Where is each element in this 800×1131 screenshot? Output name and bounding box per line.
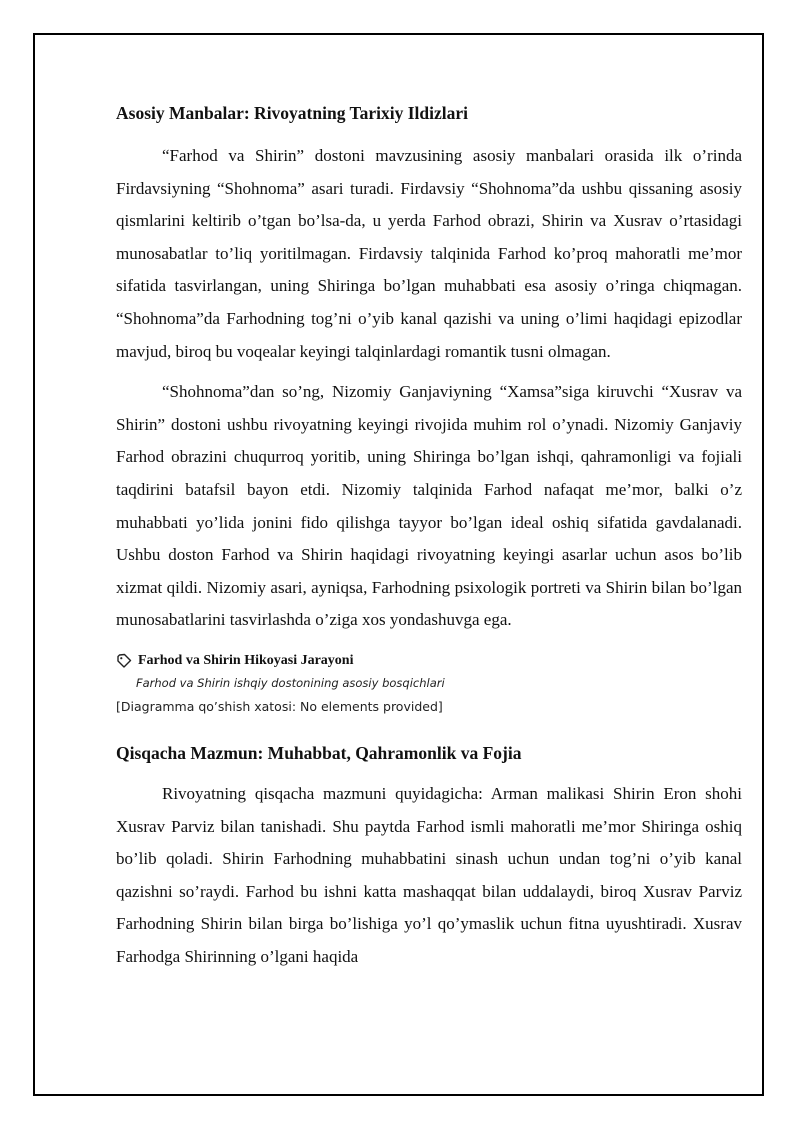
diagram-error-message: [Diagramma qo’shish xatosi: No elements provided] <box>116 698 443 714</box>
diagram-subtitle: Farhod va Shirin ishqiy dostonining asosiy bosqichlari <box>136 675 445 690</box>
paragraph: “Farhod va Shirin” dostoni mavzusining asosiy manbalari orasida ilk o’rinda Firdavsiyning “Shohnoma” asari turadi. Firdavsiy “Shohnoma”da ushbu qissaning asosiy qismlarini keltirib o’tgan bo’lsa-da, u yerda Farhod obrazi, Shirin va Xusrav o’rtasidagi munosabatlar to’liq yoritilmagan. Firdavsiy talqinida Farhod ko’proq mahoratli me’mor sifatida tasvirlangan, uning Shiringa bo’lgan muhabbati esa asosiy o’ringa chiqmagan. “Shohnoma”da Farhodning tog’ni o’yib kanal qazishi va uning o’limi haqidagi epizodlar mavjud, biroq bu voqealar keyingi talqinlardagi romantik tusni olmagan. <box>116 146 742 361</box>
paragraph: “Shohnoma”dan so’ng, Nizomiy Ganjaviyning “Xamsa”siga kiruvchi “Xusrav va Shirin” dostoni ushbu rivoyatning keyingi rivojida muhim rol o’ynadi. Nizomiy Ganjaviy Farhod obrazini chuqurroq yoritib, uning Shiringa bo’lgan ishqi, qahramonligi va fojiali taqdirini batafsil bayon etdi. Nizomiy talqinida Farhod nafaqat me’mor, balki o’z muhabbati yo’lida jonini fido qilishga tayyor bo’lgan ideal oshiq sifatida gavdalanadi. Ushbu doston Farhod va Shirin haqidagi rivoyatning keyingi asarlar uchun asos bo’lib xizmat qildi. Nizomiy asari, ayniqsa, Farhodning psixologik portreti va Shirin bilan bo’lgan munosabatlarini tasvirlashda o’ziga xos yondashuvga ega. <box>116 382 742 630</box>
section-heading-summary: Qisqacha Mazmun: Muhabbat, Qahramonlik va Fojia <box>116 742 522 763</box>
document-body <box>116 100 742 981</box>
paragraph: Rivoyatning qisqacha mazmuni quyidagicha: Arman malikasi Shirin Eron shohi Xusrav Parviz bilan tanishadi. Shu paytda Farhod ismli mahoratli me’mor Shiringa oshiq bo’lib qoladi. Shirin Farhodning muhabbatini sinash uchun undan tog’ni o’yib kanal qazishni so’raydi. Farhod bu ishni katta mashaqqat bilan uddalaydi, biroq Xusrav Parviz Farhodning Shirin bilan birga bo’lishiga yo’l qo’ymaslik uchun fitna uyushtiradi. Xusrav Farhodga Shirinning o’lgani haqida <box>116 783 742 966</box>
tag-icon <box>116 653 132 669</box>
diagram-placeholder <box>116 651 742 717</box>
diagram-title-text: Farhod va Shirin Hikoyasi Jarayoni <box>138 652 354 668</box>
diagram-title <box>116 651 742 671</box>
section-heading-sources: Asosiy Manbalar: Rivoyatning Tarixiy Ildizlari <box>116 103 468 123</box>
